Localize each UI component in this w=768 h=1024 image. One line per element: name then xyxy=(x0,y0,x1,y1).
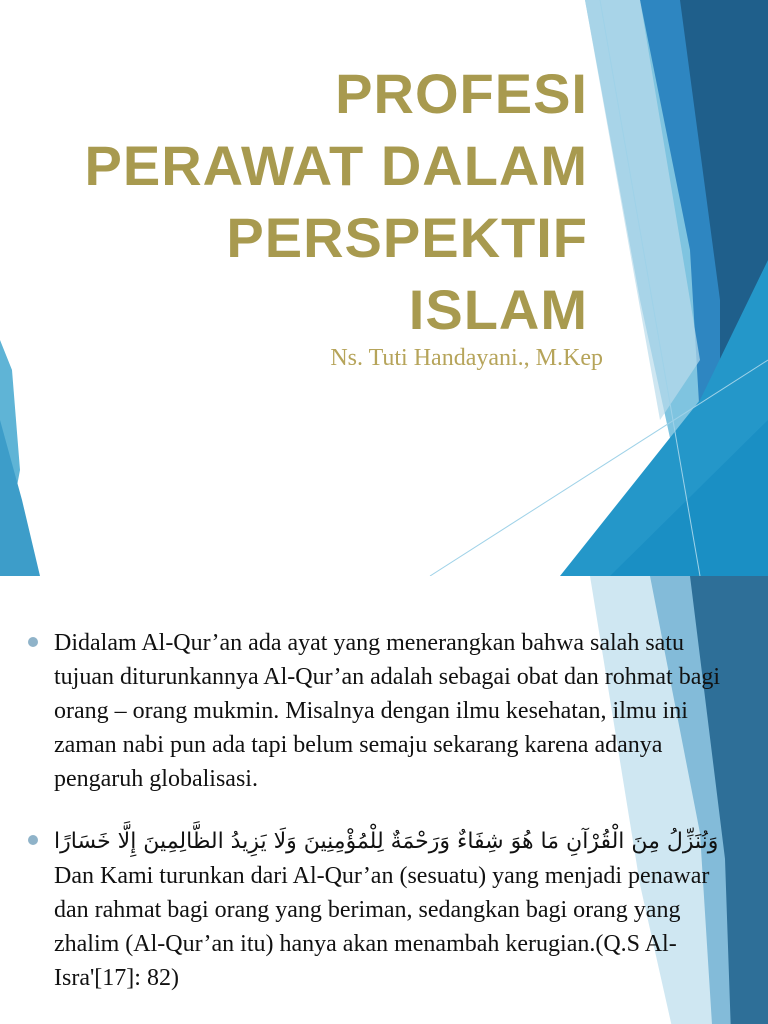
title-line-4: ISLAM xyxy=(408,278,588,341)
bullet-text: Didalam Al-Qur’an ada ayat yang menerangkan bahwa salah satu tujuan diturunkannya Al-Qur’an adalah sebagai obat dan rohmat bagi orang – orang mukmin. Misalnya dengan ilmu kesehatan, ilmu ini zaman nabi pun ada tapi belum semaju sekarang karena adanya pengaruh globalisasi. xyxy=(54,630,721,792)
arabic-verse: وَنُنَزِّلُ مِنَ الْقُرْآنِ مَا هُوَ شِفَاءٌ وَرَحْمَةٌ لِلْمُؤْمِنِينَ وَلَا يَزِيدُ الظَّالِمِينَ إِلَّا خَسَارًا xyxy=(54,829,719,854)
bullet-dot-icon xyxy=(28,835,38,845)
slide-subtitle: Ns. Tuti Handayani., M.Kep xyxy=(330,345,603,371)
title-line-1: PROFESI xyxy=(335,62,588,125)
bullet-text: Dan Kami turunkan dari Al-Qur’an (sesuatu) yang menjadi penawar dan rahmat bagi orang yang beriman, sedangkan bagi orang yang zhalim (Al-Qur’an itu) hanya akan menambah kerugian.(Q.S Al-Isra'[17]: 82) xyxy=(54,863,710,991)
content-slide xyxy=(0,576,768,1024)
title-line-2: PERAWAT DALAM xyxy=(84,134,588,197)
list-item xyxy=(28,824,743,995)
slide-title xyxy=(28,58,588,346)
list-item xyxy=(28,626,743,796)
bullet-dot-icon xyxy=(28,637,38,647)
left-sliver-shape-2 xyxy=(0,420,40,576)
title-line-3: PERSPEKTIF xyxy=(226,206,588,269)
bullet-list xyxy=(28,626,743,1023)
